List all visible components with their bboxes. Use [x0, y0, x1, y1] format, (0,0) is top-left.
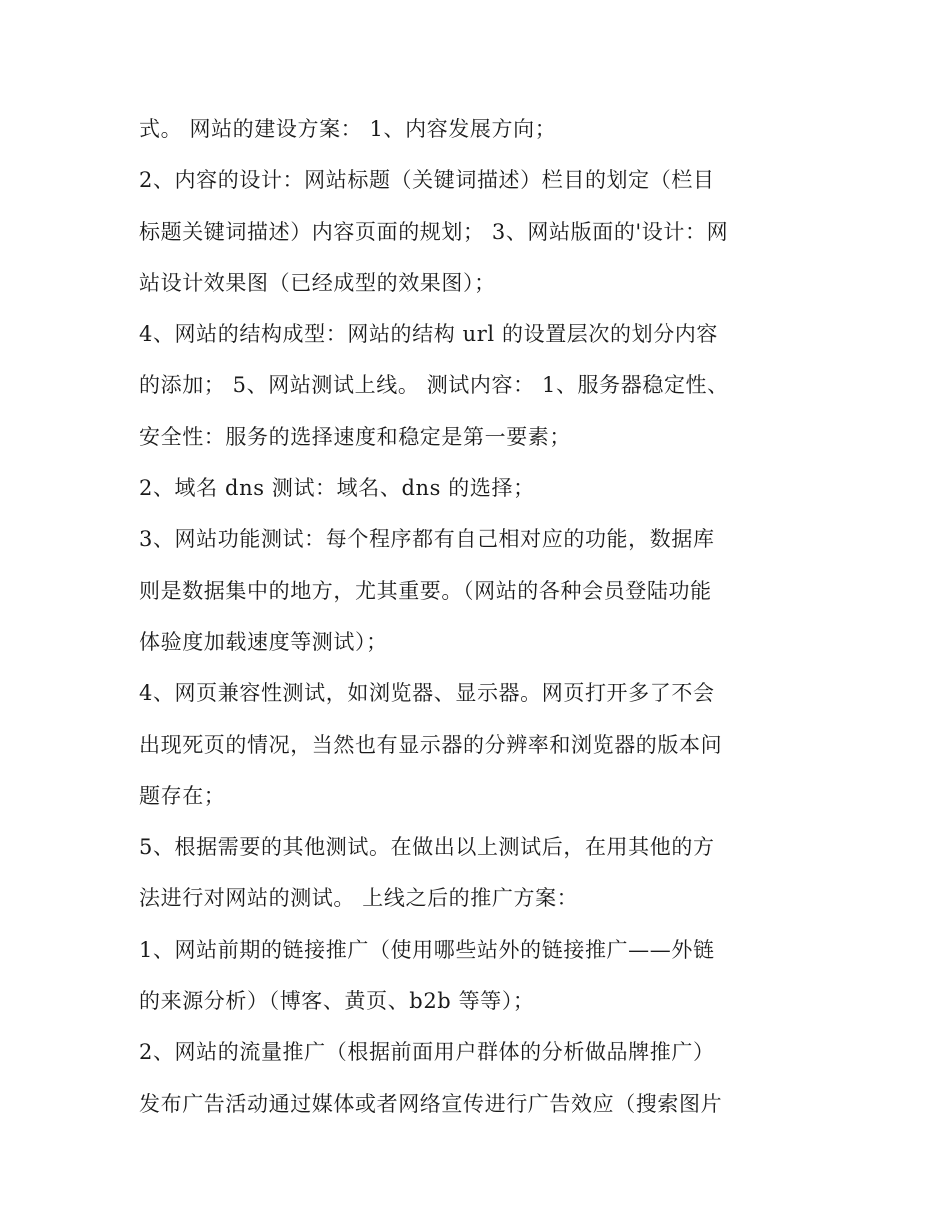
text-line: 式。 网站的建设方案： 1、内容发展方向；: [139, 117, 557, 141]
document-body: [139, 108, 819, 1134]
text-line: 1、网站前期的链接推广（使用哪些站外的链接推广——外链: [139, 937, 715, 962]
text-line: 的添加； 5、网站测试上线。 测试内容： 1、服务器稳定性、: [139, 373, 729, 398]
text-line: 则是数据集中的地方，尤其重要。（网站的各种会员登陆功能: [139, 578, 712, 603]
text-line: 站设计效果图（已经成型的效果图）；: [139, 270, 496, 295]
text-line: 题存在；: [139, 783, 226, 808]
text-line: 法进行对网站的测试。 上线之后的推广方案：: [139, 886, 579, 911]
text-line: 2、网站的流量推广（根据前面用户群体的分析做品牌推广）: [139, 1040, 715, 1065]
text-line: 发布广告活动通过媒体或者网络宣传进行广告效应（搜索图片: [139, 1091, 723, 1116]
text-line: 3、网站功能测试：每个程序都有自己相对应的功能，数据库: [139, 527, 715, 552]
text-line: 2、内容的设计：网站标题（关键词描述）栏目的划定（栏目: [139, 168, 715, 193]
text-line: 4、网页兼容性测试，如浏览器、显示器。网页打开多了不会: [139, 681, 715, 706]
text-line: 体验度加载速度等测试）；: [139, 629, 388, 654]
text-line: 的来源分析）（博客、黄页、b2b 等等）；: [139, 989, 535, 1014]
text-line: 安全性：服务的选择速度和稳定是第一要素；: [139, 424, 571, 449]
text-line: 标题关键词描述）内容页面的规划； 3、网站版面的'设计：网: [139, 219, 729, 244]
text-line: 5、根据需要的其他测试。在做出以上测试后，在用其他的方: [139, 835, 715, 860]
text-line: 2、域名 dns 测试：域名、dns 的选择；: [139, 476, 535, 501]
text-line: 出现死页的情况，当然也有显示器的分辨率和浏览器的版本问: [139, 732, 723, 757]
text-line: 4、网站的结构成型：网站的结构 url 的设置层次的划分内容: [139, 322, 718, 347]
